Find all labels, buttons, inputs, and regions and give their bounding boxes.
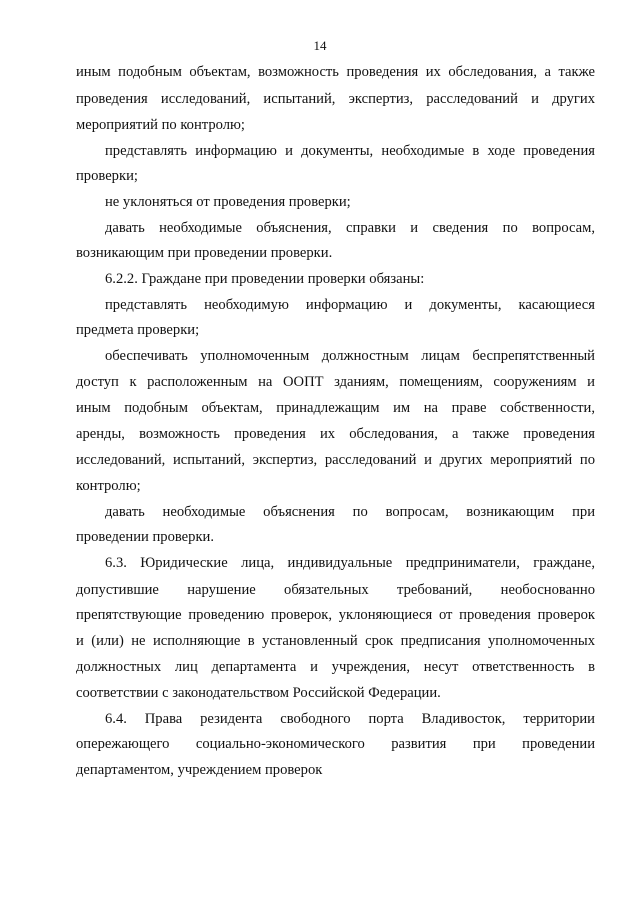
text-line: иным подобным объектам, возможность проведения их обследования, а также (76, 64, 595, 80)
text-line: проверки; (76, 168, 138, 184)
text-line: доступ к расположенным на ООПТ зданиям, помещениям, сооружениям и (76, 374, 595, 390)
section-heading: 6.2.2. Граждане при проведении проверки обязаны: (105, 271, 425, 287)
text-line: аренды, возможность проведения их обследования, а также проведения (76, 426, 595, 442)
text-line: не уклоняться от проведения проверки; (105, 194, 351, 210)
text-line: исследований, испытаний, экспертиз, расследований и других мероприятий по (76, 452, 595, 468)
text-line: давать необходимые объяснения, справки и сведения по вопросам, (105, 220, 595, 236)
text-line: мероприятий по контролю; (76, 117, 245, 133)
text-line: обеспечивать уполномоченным должностным лицам беспрепятственный (105, 348, 595, 364)
text-line: и (или) не исполняющие в установленный срок предписания уполномоченных (76, 633, 595, 649)
text-line: предмета проверки; (76, 322, 200, 338)
text-line: возникающим при проведении проверки. (76, 245, 333, 261)
text-line: контролю; (76, 478, 141, 494)
text-line: проведения исследований, испытаний, экспертиз, расследований и других (76, 91, 595, 107)
text-line: представлять необходимую информацию и документы, касающиеся (105, 297, 595, 313)
text-line: допустившие нарушение обязательных требований, необоснованно (76, 582, 595, 598)
text-line: департаментом, учреждением проверок (76, 762, 323, 778)
text-line: должностных лиц департамента и учреждения, несут ответственность в (76, 659, 595, 675)
page-number: 14 (313, 38, 327, 53)
text-line: 6.4. Права резидента свободного порта Владивосток, территории (105, 711, 595, 727)
text-line: проведении проверки. (76, 529, 215, 545)
text-line: давать необходимые объяснения по вопросам, возникающим при (105, 504, 595, 520)
text-line: опережающего социально-экономического развития при проведении (76, 736, 595, 752)
text-line: препятствующие проведению проверок, уклоняющиеся от проведения проверок (76, 607, 595, 623)
text-line: представлять информацию и документы, необходимые в ходе проведения (105, 143, 595, 159)
text-line: иным подобным объектам, принадлежащим им на праве собственности, (76, 400, 595, 416)
text-line: соответствии с законодательством Российской Федерации. (76, 685, 441, 701)
text-line: 6.3. Юридические лица, индивидуальные предприниматели, граждане, (105, 555, 595, 571)
